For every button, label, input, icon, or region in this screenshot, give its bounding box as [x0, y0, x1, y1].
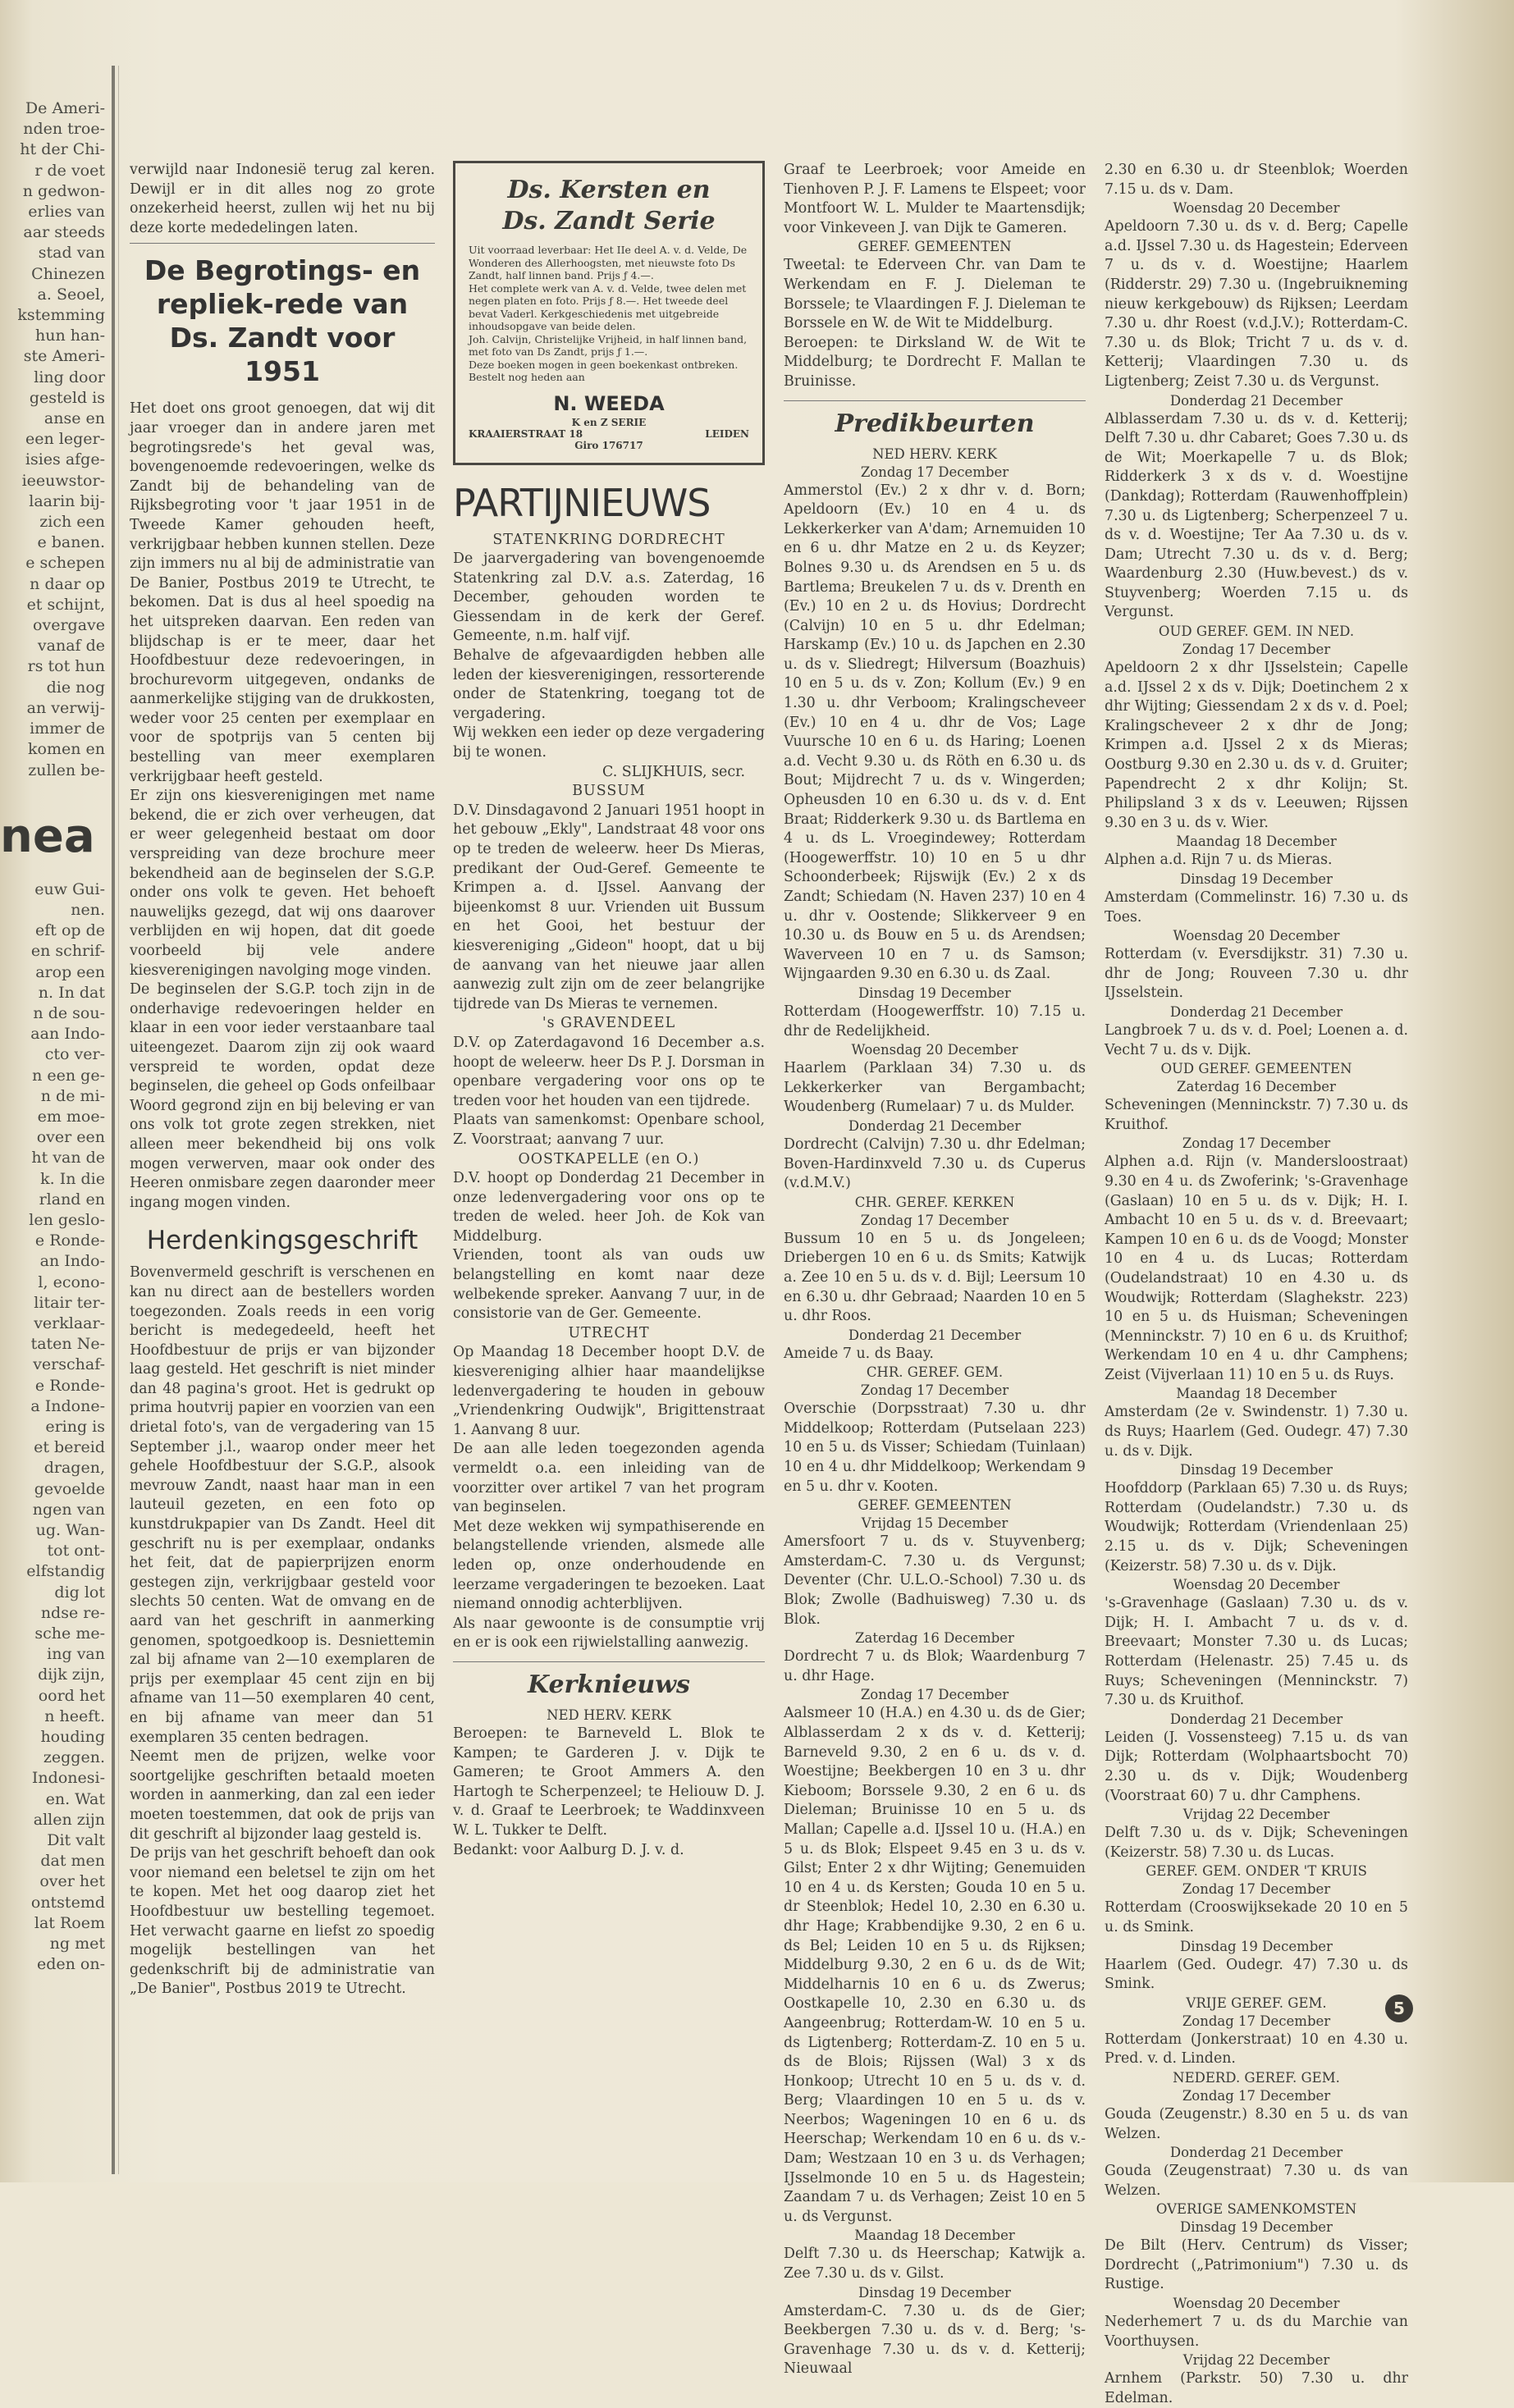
prev-page-line: laarin bij- — [29, 491, 105, 510]
schedule-heading: Donderdag 21 December — [1169, 392, 1343, 409]
schedule-entry: Leiden (J. Vossensteeg) 7.15 u. ds van Dijk; Rotterdam (Wolphaartsbocht 70) 2.30 u. ds v. Dijk; Woudenberg (Voorstraat 60) 7 u. dhr Camphens. — [1105, 1729, 1408, 1804]
schedule-heading: CHR. GEREF. GEM. — [866, 1364, 1004, 1381]
schedule-entry: Alphen a.d. Rijn 7 u. ds Mieras. — [1105, 852, 1333, 869]
prev-page-line: euw Gui- — [34, 880, 105, 898]
prev-page-line: over een — [36, 1128, 105, 1147]
prev-page-line: rs tot hun — [27, 657, 105, 676]
prev-page-line: en. Wat — [45, 1789, 105, 1808]
schedule-heading: Woensdag 20 December — [851, 1042, 1018, 1058]
article-paragraph: Bovenvermeld geschrift is verschenen en kan nu direct aan de bestellers worden toegezonden. Zoals reeds in een vorig bericht is medegedeeld, heeft het Hoofdbestuur de prijs er van bijzonder laag gesteld. Het geschrift is niet minder dan 48 pagina's groot. Het is gedrukt op prima houtvrij papier en voorzien van een drietal foto's, van de vergadering van 15 September j.l., waarop onder meer het gehele Hoofdbestuur der S.G.P., alsook mevrouw Zandt, naast haar man in een lauteuil gezeten, en een foto op kunstdrukpapier van Ds Zandt. Heel dit geschrift nu is per exemplaar, ondanks het feit, dat de papierprijzen enorm gestegen zijn, verkrijgbaar gesteld voor slechts 50 centen. Wat de omvang en de aard van het geschrift in aanmerking genomen, spotgoedkoop is. Desniettemin zal bij afname van 2—10 exemplaren de prijs per exemplaar 45 cent zijn en bij afname van 11—50 exemplaren 40 cent, en bij afname van meer dan 51 exemplaren 35 centen bedragen. — [130, 1264, 435, 1746]
prev-page-line: en schrif- — [30, 942, 105, 961]
prev-page-line: arop een — [35, 962, 105, 981]
article-paragraph: De beginselen der S.G.P. toch zijn in de onderhavige redevoeringen helder en klaar in een voor ieder verstaanbare taal uiteengezet. Daarom zijn zij ook waard verspreid te worden, opdat deze beginselen, die geheel op Gods onfeilbaar Woord gegrond zijn en bij beleving er van ons volk tot grote zegen strekken, niet alleen meer bekendheid bij ons volk mogen verwerven, maar ook onder des Heeren onmisbare zegen daaronder meer ingang mogen vinden. — [130, 981, 435, 1211]
prev-page-line: n de mi- — [40, 1086, 105, 1105]
schedule-entry: Dordrecht (Calvijn) 7.30 u. dhr Edelman; Boven-Hardinxveld 7.30 u. ds Cuperus (v.d.M.V.) — [784, 1135, 1086, 1192]
schedule-heading: Dinsdag 19 December — [858, 985, 1011, 1001]
ad-giro: Giro 176717 — [574, 439, 643, 451]
schedule-heading: Maandag 18 December — [854, 2228, 1015, 2244]
prev-page-line: litair ter- — [34, 1293, 105, 1312]
book-advertisement — [453, 161, 765, 465]
prev-page-line: et bereid — [34, 1438, 105, 1457]
prev-page-line: ngen van — [32, 1500, 105, 1519]
schedule-entry: Haarlem (Ged. Oudegr. 47) 7.30 u. ds Smink. — [1105, 1956, 1408, 1993]
page-gutter — [112, 66, 115, 2174]
section-paragraph: Behalve de afgevaardigden hebben alle leden der kiesverenigingen, ressorterende onder de Statenkring, toegang tot de vergadering. — [453, 647, 765, 722]
article-headline-2: Herdenkingsgeschrift — [146, 1226, 419, 1256]
schedule-heading: Donderdag 21 December — [848, 1327, 1022, 1343]
prev-page-line: ht van de — [31, 1149, 105, 1167]
schedule-entry: Amsterdam (2e v. Swindenstr. 1) 7.30 u. ds Ruys; Haarlem (Ged. Oudegr. 47) 7.30 u. ds v. Dijk. — [1105, 1404, 1408, 1460]
prev-page-line: zich een — [39, 513, 105, 532]
prev-page-line: ing van — [47, 1645, 105, 1664]
schedule-heading: CHR. GEREF. KERKEN — [854, 1194, 1015, 1210]
prev-page-line: dijk zijn, — [38, 1665, 105, 1684]
schedule-heading: Vrijdag 22 December — [1182, 1807, 1330, 1823]
section-title: UTRECHT — [568, 1324, 650, 1341]
prev-page-line: nen. — [71, 900, 105, 919]
schedule-heading: OUD GEREF. GEM. IN NED. — [1158, 624, 1355, 640]
schedule-heading: Zondag 17 December — [1182, 642, 1331, 658]
prev-page-line: eft op de — [35, 921, 105, 940]
prev-page-line: r de voet — [34, 161, 105, 180]
section-paragraph: Met deze wekken wij sympathiserende en belangstellende vrienden, alsmede alle leden op, onze onderhoudende en leerzame vergaderingen te bezoeken. Laat niemand onnodig achterblijven. — [453, 1518, 765, 1613]
schedule-heading: Dinsdag 19 December — [1180, 1938, 1333, 1954]
schedule-heading: Zondag 17 December — [1182, 1881, 1331, 1898]
prev-page-line: nden troe- — [23, 120, 105, 139]
party-news-headline: PARTIJNIEUWS — [453, 480, 711, 525]
prev-page-line: houding — [40, 1728, 105, 1747]
prev-page-line: k. In die — [40, 1169, 105, 1188]
schedule-heading: OUD GEREF. GEMEENTEN — [1160, 1061, 1352, 1077]
prev-page-text-top — [0, 98, 105, 781]
section-title: OOSTKAPELLE (en O.) — [518, 1150, 700, 1167]
schedule-heading: VRIJE GEREF. GEM. — [1186, 1994, 1327, 2011]
prev-page-line: ste Ameri- — [23, 347, 105, 366]
prev-page-line: lat Roem — [34, 1913, 105, 1932]
schedule-heading: Zondag 17 December — [1182, 1135, 1331, 1152]
prev-page-line: taten Ne- — [30, 1335, 105, 1354]
geref-text: Tweetal: te Ederveen Chr. van Dam te Werkendam en F. J. Dieleman te Borssele; te Vlaardingen F. J. Dieleman te Borssele en W. de Wit te Middelburg. — [784, 257, 1086, 332]
prev-page-line: rland en — [39, 1190, 105, 1209]
prev-page-line: len geslo- — [29, 1210, 105, 1229]
ad-text-2: Het complete werk van A. v. d. Velde, twee delen met negen platen en foto. Prijs ƒ 8.—. Het tweede deel bevat Vaderl. Kerkgeschiedenis met uitgebreide inhoudsopgave van beide delen. — [469, 281, 747, 332]
article-paragraph: De prijs van het geschrift behoeft dan ook voor niemand een beletsel te zijn om het te kopen. Met het oog daarop ziet het Hoofdbestuur uw bestelling tegemoet. Het verwacht gaarne en liefst zo spoedig mogelijk bestellingen van het gedenkschrift bij de administratie van „De Banier", Postbus 2019 te Utrecht. — [130, 1845, 435, 1998]
schedule-entry: Rotterdam (Crooswijksekade 20 10 en 5 u. ds Smink. — [1105, 1899, 1408, 1935]
prev-page-line: komen en — [28, 740, 105, 759]
prev-page-line: ering is — [45, 1417, 105, 1436]
schedule-heading: Dinsdag 19 December — [1180, 871, 1333, 887]
geref-title: GEREF. GEMEENTEN — [858, 239, 1012, 255]
schedule-heading: Zondag 17 December — [1182, 2013, 1331, 2029]
prev-page-line: sche me- — [34, 1624, 105, 1643]
prev-page-line: elfstandig — [26, 1562, 105, 1581]
schedule-heading: OVERIGE SAMENKOMSTEN — [1155, 2201, 1357, 2218]
schedule-entry: Amsterdam-C. 7.30 u. ds de Gier; Beekbergen 7.30 u. ds v. d. Berg; 's-Gravenhage 7.30 u. ds v. d. Ketterij; Nieuwaal — [784, 2302, 1086, 2378]
schedule-entry: Apeldoorn 7.30 u. ds v. d. Berg; Capelle a.d. IJssel 7.30 u. ds Hagestein; Ederveen 7 u. ds v. d. Woestijne; Haarlem (Ridderstr. 29) 7.30 u. (Ingebruikneming nieuw kerkgebouw) ds Rijksen; Leerdam 7.30 u. dhr Roest (v.d.J.V.); Rotterdam-C. 7.30 u. ds Blok; Tricht 7 u. ds v. d. Ketterij; Vlaardingen 7.30 u. ds Ligtenberg; Zeist 7.30 u. ds Vergunst. — [1105, 218, 1408, 390]
page-gutter-edge — [118, 66, 119, 2174]
prev-page-line: eden on- — [36, 1955, 105, 1974]
schedule-heading: NEDERD. GEREF. GEM. — [1173, 2069, 1340, 2086]
schedule-entry: Amersfoort 7 u. ds v. Stuyvenberg; Amsterdam-C. 7.30 u. ds Vergunst; Deventer (Chr. U.L.O.-School) 7.30 u. ds Blok; Zwolle (Badhuisweg) 7.30 u. ds Blok. — [784, 1533, 1086, 1628]
prev-page-line: Chinezen — [31, 264, 105, 283]
schedule-heading: Zondag 17 December — [860, 1212, 1009, 1228]
prev-page-line: zullen be- — [28, 761, 105, 779]
schedule-entry: Rotterdam (Jonkerstraat) 10 en 4.30 u. Pred. v. d. Linden. — [1105, 2031, 1408, 2068]
schedule-entry: Ameide 7 u. ds Baay. — [784, 1345, 934, 1362]
prev-page-line: aan Indo- — [30, 1025, 105, 1044]
prev-page-text-bottom — [0, 880, 105, 1976]
prev-page-line: isies afge- — [25, 450, 105, 469]
schedule-heading: Zondag 17 December — [860, 1382, 1009, 1399]
prev-page-line: ontstemd — [30, 1893, 105, 1912]
sermons-headline: Predikbeurten — [835, 409, 1035, 438]
prev-page-line: die nog — [46, 678, 105, 697]
sermons-list — [784, 446, 1086, 2379]
schedule-entry: Scheveningen (Menninckstr. 7) 7.30 u. ds Kruithof. — [1105, 1097, 1408, 1133]
prev-page-line: anse en — [43, 409, 105, 428]
schedule-entry: Alblasserdam 7.30 u. ds v. d. Ketterij; Delft 7.30 u. dhr Cabaret; Goes 7.30 u. ds de Wit; Moerkapelle 7 u. ds Blok; Ridderkerk 3 x ds v. d. Woestijne (Dankdag); Rotterdam (Rauwenhoffplein) 7.30 u. ds Ligtenberg; Scherpenzeel 7 u. ds v. d. Woestijne; Ter Aa 7.30 u. ds v. Dam; Utrecht 7.30 u. ds v. d. Berg; Waardenburg 2.30 (Huw.bevest.) ds v. Stuyvenberg; Woerden 7.15 u. ds Vergunst. — [1105, 410, 1408, 621]
church-news-text: Beroepen: te Barneveld L. Blok te Kampen; te Garderen J. v. Dijk te Gameren; te Groot Ammers A. den Hartogh te Scherpenzeel; te Heliouw D. J. v. d. Graaf te Leerbroek; te Waddinxveen W. L. Tukker te Delft. — [453, 1725, 765, 1839]
prev-page-line: ng met — [49, 1935, 105, 1953]
schedule-heading: Vrijdag 22 December — [1182, 2352, 1330, 2369]
prev-page-line: n gedwon- — [22, 181, 105, 200]
section-title: STATENKRING DORDRECHT — [492, 531, 725, 548]
schedule-entry: Arnhem (Parkstr. 50) 7.30 u. dhr Edelman. — [1105, 2370, 1408, 2406]
prev-page-line: over het — [39, 1872, 105, 1891]
article-headline: De Begrotings- en repliek-rede van Ds. Zandt voor 1951 — [144, 254, 421, 388]
church-news-headline: Kerknieuws — [528, 1670, 690, 1699]
prev-page-line: e Ronde- — [34, 1376, 105, 1395]
prev-page-line: et schijnt, — [26, 595, 105, 614]
ad-publisher: N. WEEDA — [553, 391, 665, 415]
prev-page-line: dat men — [40, 1852, 105, 1871]
section-paragraph: Als naar gewoonte is de consumptie vrij en er is ook een rijwielstalling aanwezig. — [453, 1615, 765, 1652]
schedule-entry: Alphen a.d. Rijn (v. Mandersloostraat) 9.30 en 4 u. ds Zwoferink; 's-Gravenhage (Gaslaan) 10 en 5 u. ds v. Dijk; H. I. Ambacht 10 en 5 u. ds v. d. Breevaart; Kampen 10 en 6 u. ds de Voogd; Monster 10 en 4 u. ds Lucas; Rotterdam (Oudelandstraat) 10 en 4.30 u. ds Woudwijk; Rotterdam (Slaghekstr. 223) 10 en 5 u. ds Huisman; Scheveningen (Menninckstr. 7) 10 en 6 u. ds Kruithof; Werkendam 10 en 4 u. dhr Camphens; Zeist (Vijverlaan 11) 10 en 5 u. ds Ruys. — [1105, 1154, 1408, 1383]
schedule-heading: Donderdag 21 December — [1169, 1711, 1343, 1727]
schedule-heading: Donderdag 21 December — [1169, 1003, 1343, 1020]
prev-page-line: verklaar- — [34, 1314, 105, 1332]
schedule-entry: Aalsmeer 10 (H.A.) en 4.30 u. ds de Gier; Alblasserdam 2 x ds v. d. Ketterij; Barneveld 9.30, 2 en 6 u. ds v. d. Woestijne; Beekbergen 10 en 3 u. dhr Kieboom; Borssele 9.30, 2 en 6 u. ds Dieleman; Bruinisse 10 en 5 u. ds Mallan; Capelle a.d. IJssel 10 u. (H.A.) en 5 u. ds Blok; Elspeet 9.45 en 3 u. ds v. Gilst; Enter 2 x dhr Wijting; Genemuiden 10 en 4 u. ds Kersten; Gouda 10 en 5 u. dr Steenblok; Hedel 10, 2.30 en 6.30 u. dhr Hage; Krabbendijke 9.30, 2 en 6 u. ds Bel; Leiden 10 en 5 u. ds Rijksen; Middelburg 9.30, 2 en 6 u. ds de Wit; Middelharnis 10 en 6 u. ds Zwerus; Oostkapelle 10, 2.30 en 6.30 u. ds Aangeenbrug; Rotterdam-W. 10 en 5 u. ds Ligtenberg; Rotterdam-Z. 10 en 5 u. ds de Blois; Rijssen (Wal) 3 x ds Honkoop; Utrecht 10 en 5 u. ds v. d. Berg; Vlaardingen 10 en 5 u. ds v. Neerbos; Wageningen 10 en 6 u. ds Heerschap; Werkendam 10 en 6 u. ds v.-Dam; Westzaan 10 en 3 u. ds Verhagen; IJsselmonde 10 en 5 u. ds Hagestein; Zaandam 7 u. ds Verhagen; Zeist 10 en 5 u. ds Vergunst. — [784, 1705, 1086, 2225]
prev-page-line: ling door — [34, 368, 105, 386]
section-paragraph: Wij wekken een ieder op deze vergadering bij te wonen. — [453, 724, 765, 761]
prev-page-line: aar steeds — [23, 223, 105, 242]
schedule-entry: Overschie (Dorpsstraat) 7.30 u. dhr Middelkoop; Rotterdam (Putselaan 223) 10 en 5 u. ds Visser; Schiedam (Tuinlaan) 10 en 4 u. dhr Middelkoop; Werkendam 9 en 5 u. dhr v. Kooten. — [784, 1400, 1086, 1495]
ad-street: KRAAIERSTRAAT 18 — [469, 427, 583, 440]
prev-page-line: vanaf de — [37, 637, 105, 656]
prev-page-line: tot ont- — [47, 1542, 105, 1560]
schedule-heading: Donderdag 21 December — [1169, 2145, 1343, 2161]
prev-page-line: n. In dat — [38, 983, 105, 1002]
section-paragraph: D.V. hoopt op Donderdag 21 December in onze ledenvergadering voor ons op te treden de weled. heer Joh. de Kok van Middelburg. — [453, 1170, 765, 1245]
schedule-entry: Amsterdam (Commelinstr. 16) 7.30 u. ds Toes. — [1105, 889, 1408, 925]
prev-page-line: l, econo- — [38, 1273, 105, 1291]
prev-page-line: dig lot — [54, 1583, 105, 1602]
article-paragraph: Het doet ons groot genoegen, dat wij dit jaar vroeger dan in andere jaren met begrotingsrede's het geval was, bovengenoemde redevoeringen, welke ds Zandt bij de behandeling van de Rijksbegroting voor 't jaar 1951 in de Tweede Kamer gehouden heeft, verkrijgbaar hebben kunnen stellen. Deze zijn immers nu al bij de administratie van De Banier, Postbus 2019 te Utrecht, te bekomen. Dat is dus al heel spoedig na het uitspreken daarvan. Een reden van blijdschap is er te meer, daar het Hoofdbestuur deze redevoeringen, in brochurevorm uitgegeven, ondanks de aanmerkelijke stijging van de drukkosten, weder voor 25 centen per exemplaar en voor de spotprijs van 5 centen bij bestelling van meer exemplaren verkrijgbaar heeft gesteld. — [130, 400, 435, 785]
schedule-heading: Zondag 17 December — [1182, 2087, 1331, 2104]
schedule-heading: Woensdag 20 December — [1173, 200, 1340, 217]
schedule-entry: Ammerstol (Ev.) 2 x dhr v. d. Born; Apeldoorn (Ev.) 10 en 4 u. ds Lekkerkerker van A'dam; Arnemuiden 10 en 6 u. dhr Matze en 2 u. ds Keyzer; Bolnes 9.30 u. ds Arendsen en 5 u. ds Bartlema; Breukelen 7 u. ds v. Drenth en (Ev.) 10 en 2 u. ds Hovius; Dordrecht (Calvijn) 10 en 5 u. dhr Edelman; Harskamp (Ev.) 10 u. ds Japchen en 2.30 u. ds v. Sliedregt; Hilversum (Boazhuis) 10 en 5 u. ds v. Zon; Kollum (Ev.) 9 en 1.30 u. dhr Verboom; Kralingscheveer (Ev.) 10 en 4 u. dhr de Vos; Lage Vuursche 10 en 6 u. ds Haring; Loenen a.d. Vecht 9.30 u. ds Röth en 6.30 u. ds Bout; Mijdrecht 7 u. ds v. Wingerden; Opheusden 10 en 6.30 u. ds v. d. Ent Braat; Ridderkerk 9.30 u. ds Bartlema en 4 u. ds L. Vroegindewey; Rotterdam (Hoogewerffstr. 10) 10 en 5 u dhr Schoonderbeek; Rijswijk (Ev.) 2 x ds Zandt; Schiedam (N. Haven 237) 10 en 4 u. dhr v. Oostende; Slikkerveer 9 en 10.30 u. ds Bouw en 5 u. ds Arendsen; Waverveen 10 en 7 u. ds Samson; Wijngaarden 9.30 en 6.30 u. ds Zaal. — [784, 482, 1086, 983]
prev-page-line: em moe- — [37, 1107, 105, 1126]
prev-page-line: n heeft. — [44, 1707, 105, 1725]
section-paragraph: Vrienden, toont als van ouds uw belangstelling en komt naar deze welbekende spreker. Aanvang 7 uur, in de consistorie van de Ger. Gemeente. — [453, 1247, 765, 1323]
prev-page-line: erlies van — [28, 203, 105, 222]
column-2 — [453, 161, 765, 2163]
schedule-heading: Zaterdag 16 December — [855, 1630, 1014, 1647]
schedule-heading: GEREF. GEMEENTEN — [858, 1497, 1012, 1514]
article-paragraph: Er zijn ons kiesverenigingen met name bekend, die er zich over verheugen, dat er weer gelegenheid bestaat om door verspreiding van deze brochure meer bekendheid aan de beginselen der S.G.P. onder ons volk te geven. Het behoeft nauwelijks gezegd, dat wij ons daarover verblijden en wij hopen, dat dit goede voorbeeld bij vele andere kiesverenigingen navolging moge vinden. — [130, 788, 435, 979]
schedule-heading: Woensdag 20 December — [1173, 2296, 1340, 2312]
schedule-entry: Dordrecht 7 u. ds Blok; Waardenburg 7 u. dhr Hage. — [784, 1648, 1086, 1684]
prev-page-line: immer de — [30, 720, 105, 738]
schedule-heading: Woensdag 20 December — [1173, 928, 1340, 944]
prev-page-line: Indonesi- — [31, 1769, 105, 1788]
schedule-entry: Langbroek 7 u. ds v. d. Poel; Loenen a. d. Vecht 7 u. ds v. Dijk. — [1105, 1021, 1408, 1058]
column-3 — [784, 161, 1086, 2378]
prev-page-line: an verwij- — [26, 698, 105, 717]
schedule-entry: Gouda (Zeugenstraat) 7.30 u. ds van Welzen. — [1105, 2163, 1408, 2199]
prev-page-line: n een ge- — [32, 1066, 105, 1085]
prev-page-line: zeggen. — [43, 1748, 105, 1767]
section-paragraph: D.V. Dinsdagavond 2 Januari 1951 hoopt in het gebouw „Ekly", Landstraat 48 voor ons op te treden de weleerw. heer Ds Mieras, predikant der Oud-Geref. Gemeente te Krimpen a. d. IJssel. Aanvang der bijeenkomst 8 uur. Vrienden uit Bussum en het Gooi, het bestuur der kiesvereniging „Gideon" hoopt, dat u bij de aanvang van het nieuwe jaar allen aanwezig zult zijn om de zeer belangrijke tijdrede van Ds Mieras te vernemen. — [453, 802, 765, 1012]
prev-page-line: n de sou- — [33, 1003, 105, 1022]
schedule-heading: Maandag 18 December — [1176, 1386, 1337, 1402]
schedule-entry: Rotterdam (v. Eversdijkstr. 31) 7.30 u. dhr de Jong; Rouveen 7.30 u. dhr IJsselstein. — [1105, 946, 1408, 1002]
section-paragraph: Plaats van samenkomst: Openbare school, Z. Voorstraat; aanvang 7 uur. — [453, 1112, 765, 1148]
ad-title-1: Ds. Kersten en — [507, 176, 711, 204]
schedule-entry: De Bilt (Herv. Centrum) ds Visser; Dordrecht („Patrimonium") 7.30 u. ds Rustige. — [1105, 2237, 1408, 2293]
prev-page-line: ht der Chi- — [20, 140, 105, 159]
article-body — [130, 400, 435, 1213]
prev-page-line: oord het — [38, 1686, 105, 1705]
ad-series: K en Z SERIE — [571, 416, 647, 428]
ad-city: LEIDEN — [705, 427, 749, 440]
schedule-entry: Haarlem (Parklaan 34) 7.30 u. ds Lekkerkerker van Bergambacht; Woudenberg (Rumelaar) 7 u. ds Mulder. — [784, 1060, 1086, 1116]
schedule-heading: Zondag 17 December — [860, 1687, 1009, 1703]
schedule-entry: Apeldoorn 2 x dhr IJsselstein; Capelle a.d. IJssel 2 x ds v. Dijk; Doetinchem 2 x dhr Wijting; Giessendam 2 x ds v. d. Poel; Kralingscheveer 2 x dhr de Jong; Krimpen a.d. IJssel 2 x ds Mieras; Oostburg 9.30 en 2.30 u. ds v. d. Gruiter; Papendrecht 2 x dhr Kolijn; St. Philipsland 3 x ds v. Leeuwen; Rijssen 9.30 en 3 u. ds v. Wier. — [1105, 660, 1408, 831]
schedule-heading: Zaterdag 16 December — [1177, 1079, 1336, 1095]
schedule-entry: Rotterdam (Hoogewerffstr. 10) 7.15 u. dhr de Redelijkheid. — [784, 1003, 1086, 1040]
column-4 — [1105, 161, 1408, 2406]
schedule-entry: Delft 7.30 u. ds Heerschap; Katwijk a. Zee 7.30 u. ds v. Gilst. — [784, 2246, 1086, 2282]
ad-text-3: Joh. Calvijn, Christelijke Vrijheid, in half linnen band, met foto van Ds Zandt, prijs ƒ 1.—. — [469, 332, 748, 358]
column-1 — [130, 161, 435, 2163]
schedule-entry: 2.30 en 6.30 u. dr Steenblok; Woerden 7.15 u. ds v. Dam. — [1105, 162, 1408, 198]
schedule-entry: Delft 7.30 u. ds v. Dijk; Scheveningen (Keizerstr. 58) 7.30 u. ds Lucas. — [1105, 1825, 1408, 1861]
prev-page-line: kstemming — [17, 306, 105, 325]
section-paragraph: De jaarvergadering van bovengenoemde Statenkring zal D.V. a.s. Zaterdag, 16 December, gehouden worden te Giessendam in de kerk der Geref. Gemeente, n.m. half vijf. — [453, 551, 765, 645]
page-number: 5 — [1385, 1994, 1413, 2022]
prev-page-line: dragen, — [43, 1459, 105, 1478]
ad-text-4: Deze boeken mogen in geen boekenkast ontbreken. Bestelt nog heden aan — [469, 358, 739, 383]
church-news-text-2: Bedankt: voor Aalburg D. J. v. d. — [453, 1841, 684, 1858]
prev-page-line: cto ver- — [44, 1045, 105, 1064]
previous-page-fragment — [0, 98, 105, 2166]
sermons-list-continued — [1105, 161, 1408, 2408]
section-title: 's GRAVENDEEL — [542, 1015, 676, 1032]
section-title: BUSSUM — [572, 783, 646, 800]
prev-page-line: hun han- — [35, 327, 105, 345]
schedule-heading: Dinsdag 19 December — [858, 2284, 1011, 2301]
schedule-heading: Dinsdag 19 December — [1180, 1462, 1333, 1478]
prev-page-line: e Ronde- — [34, 1231, 105, 1250]
prev-page-line: gesteld is — [29, 388, 105, 407]
article-paragraph: Neemt men de prijzen, welke voor soortgelijke geschriften betaald moeten worden in aanmerking, dan zal een ieder moeten toestemmen, dat ook de prijs van dit geschrift al bijzonder laag gesteld is. — [130, 1748, 435, 1843]
schedule-heading: Woensdag 20 December — [1173, 1577, 1340, 1593]
ad-title-2: Ds. Zandt Serie — [502, 207, 716, 235]
prev-page-line: e schepen — [25, 554, 105, 573]
schedule-entry: Nederhemert 7 u. ds du Marchie van Voorthuysen. — [1105, 2314, 1408, 2350]
prev-page-line: ieeuwstor- — [21, 471, 105, 490]
schedule-heading: Dinsdag 19 December — [1180, 2219, 1333, 2236]
church-news-subtitle: NED HERV. KERK — [547, 1707, 671, 1723]
geref-text-2: Beroepen: te Dirksland W. de Wit te Middelburg; te Dordrecht F. Mallan te Bruinisse. — [784, 334, 1086, 390]
schedule-heading: Maandag 18 December — [1176, 834, 1337, 850]
prev-page-line: an Indo- — [39, 1252, 105, 1271]
prev-page-line: gevoelde — [34, 1479, 105, 1498]
prev-page-line: overgave — [33, 616, 105, 635]
schedule-heading: Donderdag 21 December — [848, 1117, 1022, 1134]
section-paragraph: Op Maandag 18 December hoopt D.V. de kiesvereniging alhier haar maandelijkse ledenvergadering te houden in gebouw „Vriendenkring Oudwijk", Brigittenstraat 1. Aanvang 8 uur. — [453, 1344, 765, 1438]
prev-page-line: De Ameri- — [25, 99, 105, 117]
prev-page-line: e banen. — [37, 533, 105, 552]
prev-page-line: ug. Wan- — [35, 1521, 105, 1539]
section-signature: C. SLIJKHUIS, secr. — [602, 763, 745, 780]
prev-page-line: stad van — [38, 244, 105, 263]
prev-page-line: a. Seoel, — [37, 285, 105, 304]
schedule-heading: Zondag 17 December — [860, 464, 1009, 480]
col3-top-text: Graaf te Leerbroek; voor Ameide en Tienhoven P. J. F. Lamens te Elspeet; voor Montfoort W. L. Mulder te Maartensdijk; voor Vinkeveen J. van Dijk te Gameren. — [784, 162, 1086, 236]
section-paragraph: D.V. op Zaterdagavond 16 December a.s. hoopt de weleerw. heer Ds P. J. Dorsman in openbare vergadering voor ons op te treden voor het houden van een tijdrede. — [453, 1034, 765, 1109]
article-body-2 — [130, 1263, 435, 1999]
prev-page-line: verschaf- — [33, 1355, 105, 1374]
schedule-heading: GEREF. GEM. ONDER 'T KRUIS — [1146, 1863, 1367, 1880]
schedule-entry: 's-Gravenhage (Gaslaan) 7.30 u. ds v. Dijk; H. I. Ambacht 7 u. ds v. d. Breevaart; Monster 7.30 u. ds Lucas; Rotterdam (Helenastr. 25) 7.45 u. ds Ruys; Scheveningen (Menninckstr. 7) 7.30 u. ds Kruithof. — [1105, 1595, 1408, 1709]
intro-paragraph: verwijld naar Indonesië terug zal keren. Dewijl er in dit alles nog zo grote onzekerheid heerst, zullen wij het nu bij deze korte mededelingen laten. — [130, 162, 435, 236]
party-news-sections — [453, 531, 765, 1653]
prev-page-line: n daar op — [30, 574, 105, 593]
ad-text-1: Uit voorraad leverbaar: Het IIe deel A. v. d. Velde, De Wonderen des Allerhoogsten, met nieuwste foto Ds Zandt, half linnen band. Prijs ƒ 4.—. — [469, 244, 748, 281]
schedule-entry: Bussum 10 en 5 u. ds Jongeleen; Driebergen 10 en 6 u. ds Smits; Katwijk a. Zee 10 en 5 u. ds v. d. Bijl; Leersum 10 en 6.30 u. dhr Gebraad; Naarden 10 en 5 u. dhr Roos. — [784, 1230, 1086, 1325]
schedule-heading: Vrijdag 15 December — [861, 1515, 1009, 1532]
prev-page-line: een leger- — [25, 430, 105, 449]
schedule-entry: Gouda (Zeugenstr.) 8.30 en 5 u. ds van Welzen. — [1105, 2105, 1408, 2142]
prev-page-line: allen zijn — [33, 1810, 105, 1829]
prev-page-headline: nea — [0, 809, 95, 863]
prev-page-line: Dit valt — [47, 1831, 105, 1850]
prev-page-line: ndse re- — [40, 1603, 105, 1622]
prev-page-line: a Indone- — [30, 1396, 105, 1415]
schedule-entry: Hoofddorp (Parklaan 65) 7.30 u. ds Ruys; Rotterdam (Oudelandstr.) 7.30 u. ds Woudwijk; Rotterdam (Vriendenlaan 25) 2.15 u. ds v. Dijk; Scheveningen (Keizerstr. 58) 7.30 u. ds v. Dijk. — [1105, 1480, 1408, 1574]
section-paragraph: De aan alle leden toegezonden agenda vermeldt o.a. een inleiding van de voorzitter over artikel 7 van het program van beginselen. — [453, 1441, 765, 1516]
schedule-heading: NED HERV. KERK — [872, 446, 997, 462]
